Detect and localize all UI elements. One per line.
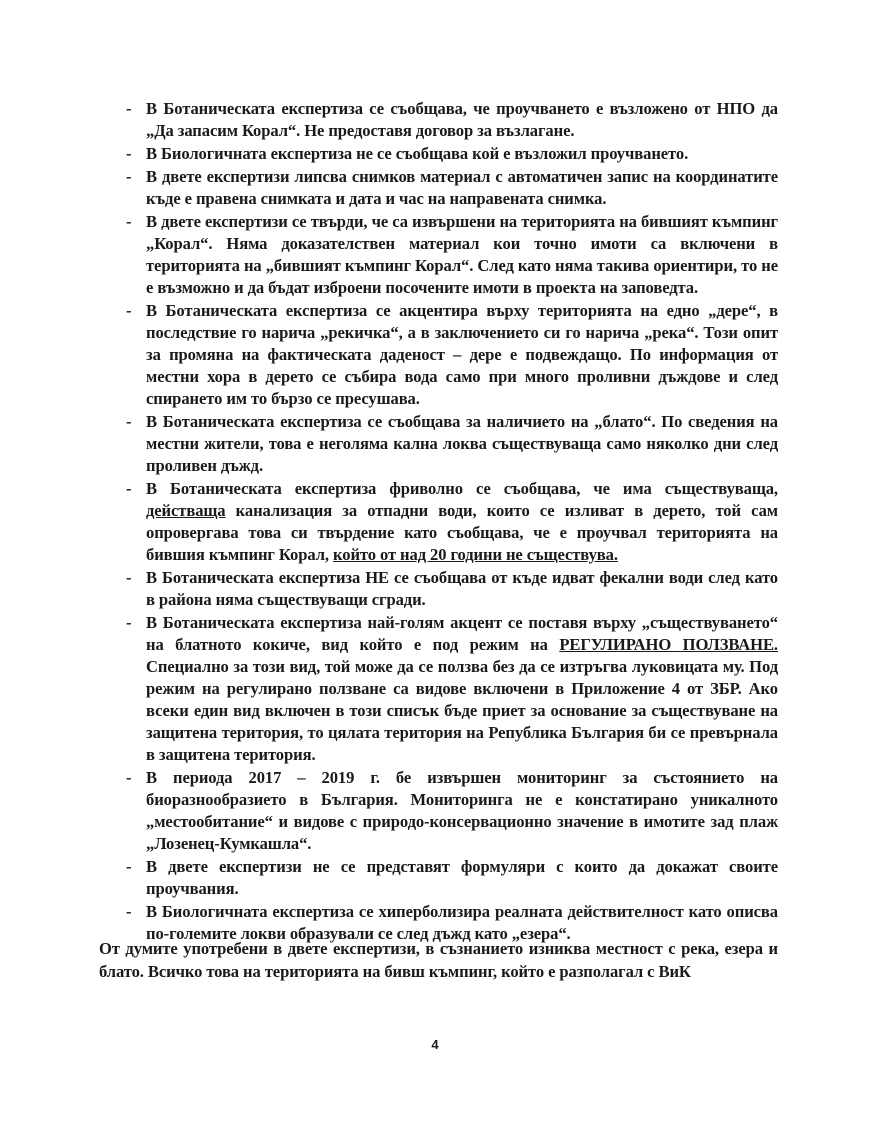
bullet-text: В Ботаническата експертиза НЕ се съобщава от къде идват фекални води след като в района няма съществуващи сгради. — [146, 568, 778, 609]
bullet-text: В Биологичната експертиза не се съобщава кой е възложил проучването. — [146, 144, 689, 163]
dash-marker: - — [126, 144, 132, 163]
bullet-item — [126, 567, 778, 611]
bullet-item — [126, 98, 778, 142]
underlined-text: действаща — [146, 501, 226, 520]
dash-marker: - — [126, 212, 132, 231]
dash-marker: - — [126, 857, 132, 876]
bullet-item — [126, 478, 778, 566]
dash-marker: - — [126, 902, 132, 921]
bullet-item — [126, 411, 778, 477]
bullet-item — [126, 166, 778, 210]
bullet-text: В Ботаническата експертиза се акцентира върху територията на едно „дере“, в последствие го нарича „рекичка“, а в заключението си го нарича „река“. Този опит за промяна на фактическата даденост – дере е подвеждащо. По информация от местни хора в дерето се събира вода само при много проливни дъждове и след спирането им то бързо се пресушава. — [146, 301, 778, 408]
dash-marker: - — [126, 99, 132, 118]
bullet-text: В периода 2017 – 2019 г. бе извършен мониторинг за състоянието на биоразнообразието в България. Мониторинга не е констатирано уникалното „местообитание“ и видове с природо-консервационно значение в имотите зад плаж „Лозенец-Кумкашла“. — [146, 768, 778, 853]
dash-marker: - — [126, 768, 132, 787]
bullet-text: В двете експертизи се твърди, че са извършени на територията на бившият къмпинг „Корал“. Няма доказателствен материал кои точно имоти са включени в територията на „бившият къмпинг Корал“. След като няма такива ориентири, то не е възможно и да бъдат изброени посочените имоти в проекта на заповедта. — [146, 212, 778, 297]
bullet-text: В Ботаническата експертиза се съобщава, че проучването е възложено от НПО да „Да запасим Корал“. Не предоставя договор за възлагане. — [146, 99, 778, 140]
bullet-text: Специално за този вид, той може да се ползва без да се изтръгва луковицата му. Под режим на регулирано ползване са видове включени в Приложение 4 от ЗБР. Ако всеки един вид включен в този списък бъде приет за основание за съществуване на защитена територия, то цялата територия на Република България би се превърнала в защитена територия. — [146, 657, 778, 764]
bullet-item — [126, 211, 778, 299]
bullet-text: В Ботаническата експертиза се съобщава за наличието на „блато“. По сведения на местни жители, това е неголяма кална локва съществуваща само няколко дни след проливен дъжд. — [146, 412, 778, 475]
bullet-text: В Биологичната експертиза се хиперболизира реалната действителност като описва по-големите локви образували се след дъжд като „езера“. — [146, 902, 778, 943]
bullet-item — [126, 143, 778, 165]
bullet-text: В двете експертизи липсва снимков материал с автоматичен запис на координатите къде е правена снимката и дата и час на направената снимка. — [146, 167, 778, 208]
bullet-item — [126, 856, 778, 900]
bullet-list — [126, 98, 778, 946]
underlined-text: който от над 20 години не съществува. — [333, 545, 618, 564]
dash-marker: - — [126, 568, 132, 587]
bullet-item — [126, 300, 778, 410]
bullet-text: В Ботаническата експертиза най-голям акцент се поставя върху „съществуването“ на блатното кокиче, вид който е под режим на — [146, 613, 778, 654]
dash-marker: - — [126, 167, 132, 186]
page-number: 4 — [431, 1037, 439, 1052]
bullet-text: канализация за отпадни води, които се изливат в дерето, той сам опровергава това си твърдение като съобщава, че е проучвал територията на бившия къмпинг Корал, — [146, 501, 778, 564]
bullet-item — [126, 612, 778, 766]
dash-marker: - — [126, 412, 132, 431]
bullet-text: В Ботаническата експертиза фриволно се съобщава, че има съществуваща, — [146, 479, 778, 498]
dash-marker: - — [126, 301, 132, 320]
dash-marker: - — [126, 613, 132, 632]
bullet-item — [126, 767, 778, 855]
bullet-text: В двете експертизи не се представят формуляри с които да докажат своите проучвания. — [146, 857, 778, 898]
dash-marker: - — [126, 479, 132, 498]
closing-paragraph: От думите употребени в двете експертизи, в съзнанието изниква местност с река, езера и блато. Всичко това на територията на бивш къмпинг, който е разполагал с ВиК — [99, 939, 778, 981]
underlined-text: РЕГУЛИРАНО ПОЛЗВАНЕ. — [559, 635, 778, 654]
